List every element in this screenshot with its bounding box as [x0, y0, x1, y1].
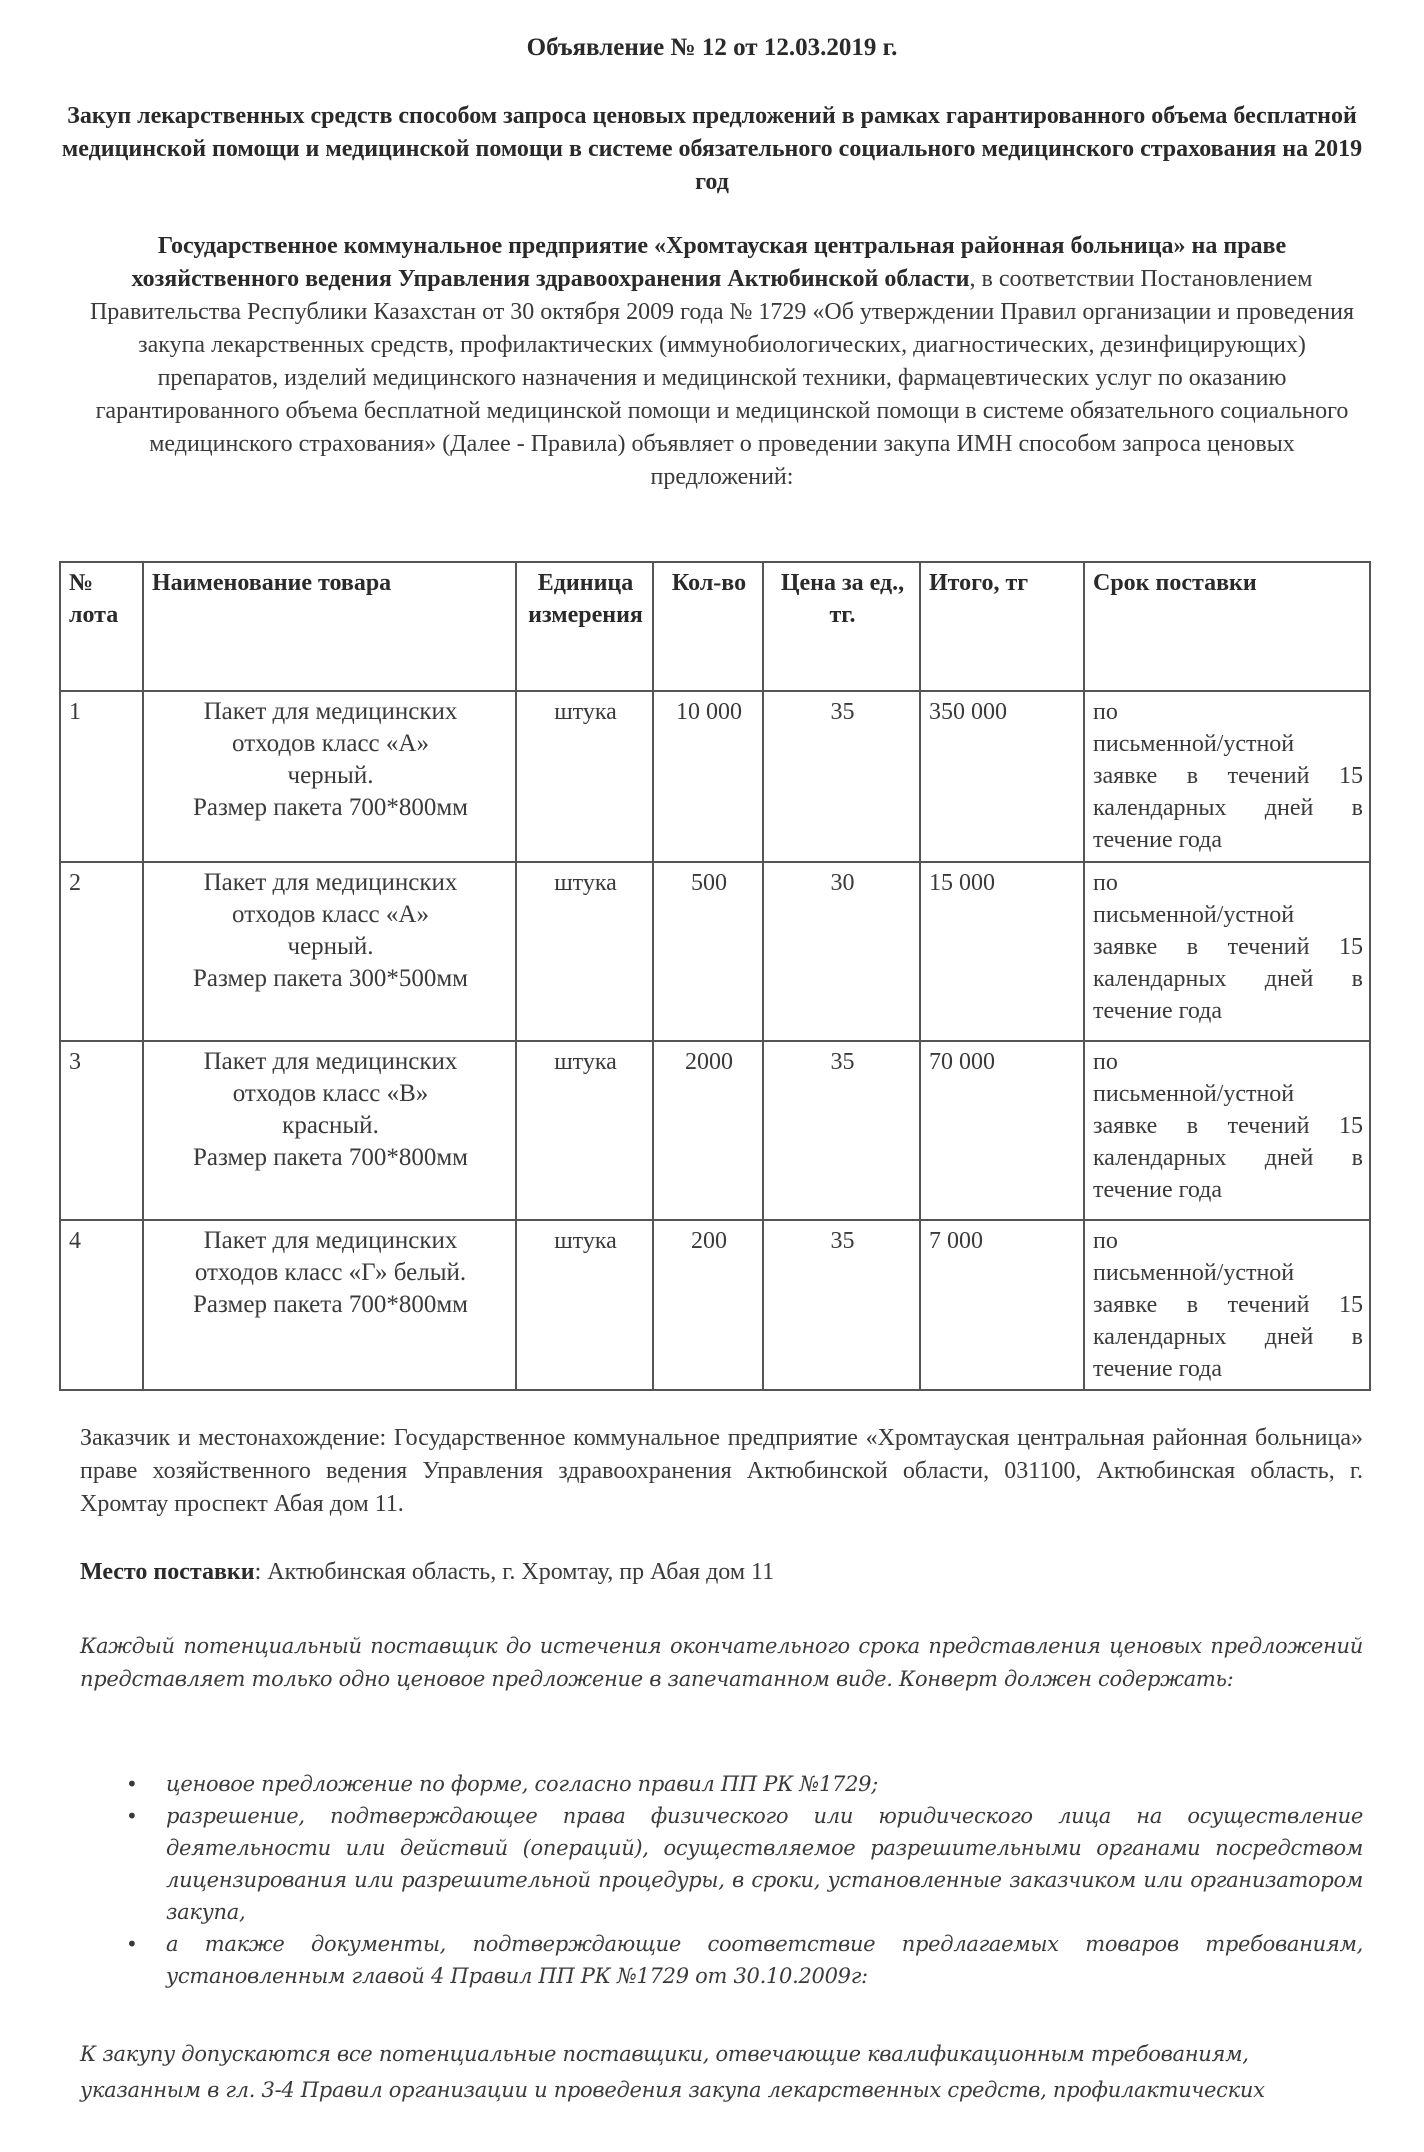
- cell-term: [1084, 862, 1370, 1041]
- name-line: отходов класс «В»: [232, 1080, 429, 1107]
- bullet-icon: •: [126, 1772, 138, 1796]
- term-first: по: [1093, 699, 1118, 725]
- list-item: [108, 1928, 1363, 1992]
- table-row: [60, 1041, 1370, 1220]
- term-rest: письменной/устной заявке в течений 15 календарных дней в течение года: [1093, 1081, 1363, 1203]
- announcement-title: Объявление № 12 от 12.03.2019 г.: [526, 34, 898, 61]
- cell-unit: штука: [516, 1041, 653, 1220]
- header-lot-no: № лота: [60, 562, 143, 691]
- name-line: Размер пакета 700*800мм: [193, 1144, 468, 1171]
- delivery-label: Место поставки: [80, 1559, 255, 1585]
- name-line: Пакет для медицинских: [203, 1227, 458, 1254]
- term-first: по: [1093, 1049, 1118, 1075]
- admission-line: К закупу допускаются все потенциальные поставщики, отвечающие квалификационным требованиям,: [80, 2042, 1249, 2066]
- table-row: [60, 862, 1370, 1041]
- table-row: [60, 691, 1370, 862]
- cell-lot-no: 1: [60, 691, 143, 862]
- header-term: Срок поставки: [1084, 562, 1370, 691]
- intro-paragraph: [80, 230, 1364, 494]
- header-total: Итого, тг: [920, 562, 1084, 691]
- bullet-icon: •: [126, 1932, 138, 1956]
- header-name: Наименование товара: [143, 562, 516, 691]
- name-line: Размер пакета 700*800мм: [193, 1291, 468, 1318]
- admission-line: указанным в гл. 3-4 Правил организации и проведения закупа лекарственных средств, профилактических: [80, 2078, 1265, 2102]
- cell-price: 35: [763, 1041, 920, 1220]
- list-item: [108, 1800, 1363, 1928]
- term-first: по: [1093, 1228, 1118, 1254]
- cell-name: [143, 1041, 516, 1220]
- cell-price: 35: [763, 1220, 920, 1390]
- cell-term: [1084, 1220, 1370, 1390]
- cell-total: 350 000: [920, 691, 1084, 862]
- cell-unit: штука: [516, 691, 653, 862]
- cell-total: 7 000: [920, 1220, 1084, 1390]
- name-line: Пакет для медицинских: [203, 1048, 458, 1075]
- organizer-name: Государственное коммунальное предприятие «Хромтауская центральная районная больница» на праве хозяйственного ведения Управления здравоохранения Актюбинской области: [131, 233, 1287, 292]
- name-line: отходов класс «А»: [232, 901, 429, 928]
- announcement-subject: Закуп лекарственных средств способом запроса ценовых предложений в рамках гарантированного объема бесплатной медицинской помощи и медицинской помощи в системе обязательного социального медицинского страхования на 2019 год: [61, 103, 1363, 195]
- customer-paragraph: Заказчик и местонахождение: Государственное коммунальное предприятие «Хромтауская центральная районная больница» праве хозяйственного ведения Управления здравоохранения Актюбинской области, 031100, Актюбинская область, г. Хромтау проспект Абая дом 11.: [80, 1425, 1363, 1517]
- table-header-row: [60, 562, 1370, 691]
- cell-name: [143, 1220, 516, 1390]
- cell-qty: 10 000: [653, 691, 763, 862]
- admission-paragraph: [80, 2036, 1363, 2108]
- header-price: Цена за ед., тг.: [763, 562, 920, 691]
- cell-price: 30: [763, 862, 920, 1041]
- term-rest: письменной/устной заявке в течений 15 календарных дней в течение года: [1093, 1260, 1363, 1382]
- name-line: отходов класс «А»: [232, 730, 429, 757]
- cell-term: [1084, 1041, 1370, 1220]
- list-item-text: а также документы, подтверждающие соответствие предлагаемых товаров требованиям, установленным главой 4 Правил ПП РК №1729 от 30.10.2009г:: [166, 1932, 1363, 1988]
- table-row: [60, 1220, 1370, 1390]
- cell-unit: штука: [516, 862, 653, 1041]
- cell-name: [143, 862, 516, 1041]
- requirements-intro: Каждый потенциальный поставщик до истечения окончательного срока представления ценовых предложений представляет только одно ценовое предложение в запечатанном виде. Конверт должен содержать:: [80, 1634, 1363, 1691]
- cell-qty: 2000: [653, 1041, 763, 1220]
- requirements-list: [108, 1768, 1363, 1992]
- list-item-text: ценовое предложение по форме, согласно правил ПП РК №1729;: [166, 1772, 879, 1796]
- cell-price: 35: [763, 691, 920, 862]
- term-rest: письменной/устной заявке в течений 15 календарных дней в течение года: [1093, 902, 1363, 1024]
- name-line: отходов класс «Г» белый.: [194, 1259, 467, 1286]
- cell-total: 15 000: [920, 862, 1084, 1041]
- term-first: по: [1093, 870, 1118, 896]
- cell-qty: 200: [653, 1220, 763, 1390]
- name-line: красный.: [282, 1112, 379, 1139]
- header-qty: Кол-во: [653, 562, 763, 691]
- cell-qty: 500: [653, 862, 763, 1041]
- cell-total: 70 000: [920, 1041, 1084, 1220]
- name-line: Размер пакета 300*500мм: [193, 965, 468, 992]
- bullet-icon: •: [126, 1804, 138, 1828]
- cell-lot-no: 4: [60, 1220, 143, 1390]
- delivery-place: [80, 1556, 1363, 1589]
- cell-unit: штука: [516, 1220, 653, 1390]
- lots-table: [59, 561, 1371, 1391]
- name-line: Пакет для медицинских: [203, 698, 458, 725]
- term-rest: письменной/устной заявке в течений 15 календарных дней в течение года: [1093, 731, 1363, 853]
- list-item: [108, 1768, 1363, 1800]
- cell-lot-no: 3: [60, 1041, 143, 1220]
- intro-body: , в соответствии Постановлением Правительства Республики Казахстан от 30 октября 2009 года № 1729 «Об утверждении Правил организации и проведения закупа лекарственных средств, профилактических (иммунобиологических, диагностических, дезинфицирующих) препаратов, изделий медицинского назначения и медицинской техники, фармацевтических услуг по оказанию гарантированного объема бесплатной медицинской помощи и медицинской помощи в системе обязательного социального медицинского страхования» (Далее - Правила) объявляет о проведении закупа ИМН способом запроса ценовых предложений:: [89, 266, 1355, 490]
- name-line: черный.: [287, 933, 374, 960]
- name-line: черный.: [287, 762, 374, 789]
- header-unit: Единица измерения: [516, 562, 653, 691]
- cell-name: [143, 691, 516, 862]
- cell-lot-no: 2: [60, 862, 143, 1041]
- name-line: Размер пакета 700*800мм: [193, 794, 468, 821]
- cell-term: [1084, 691, 1370, 862]
- list-item-text: разрешение, подтверждающее права физического или юридического лица на осуществление деятельности или действий (операций), осуществляемое разрешительными органами посредством лицензирования или разрешительной процедуры, в сроки, установленные заказчиком или организатором закупа,: [166, 1804, 1363, 1924]
- name-line: Пакет для медицинских: [203, 869, 458, 896]
- delivery-value: : Актюбинская область, г. Хромтау, пр Абая дом 11: [254, 1559, 775, 1585]
